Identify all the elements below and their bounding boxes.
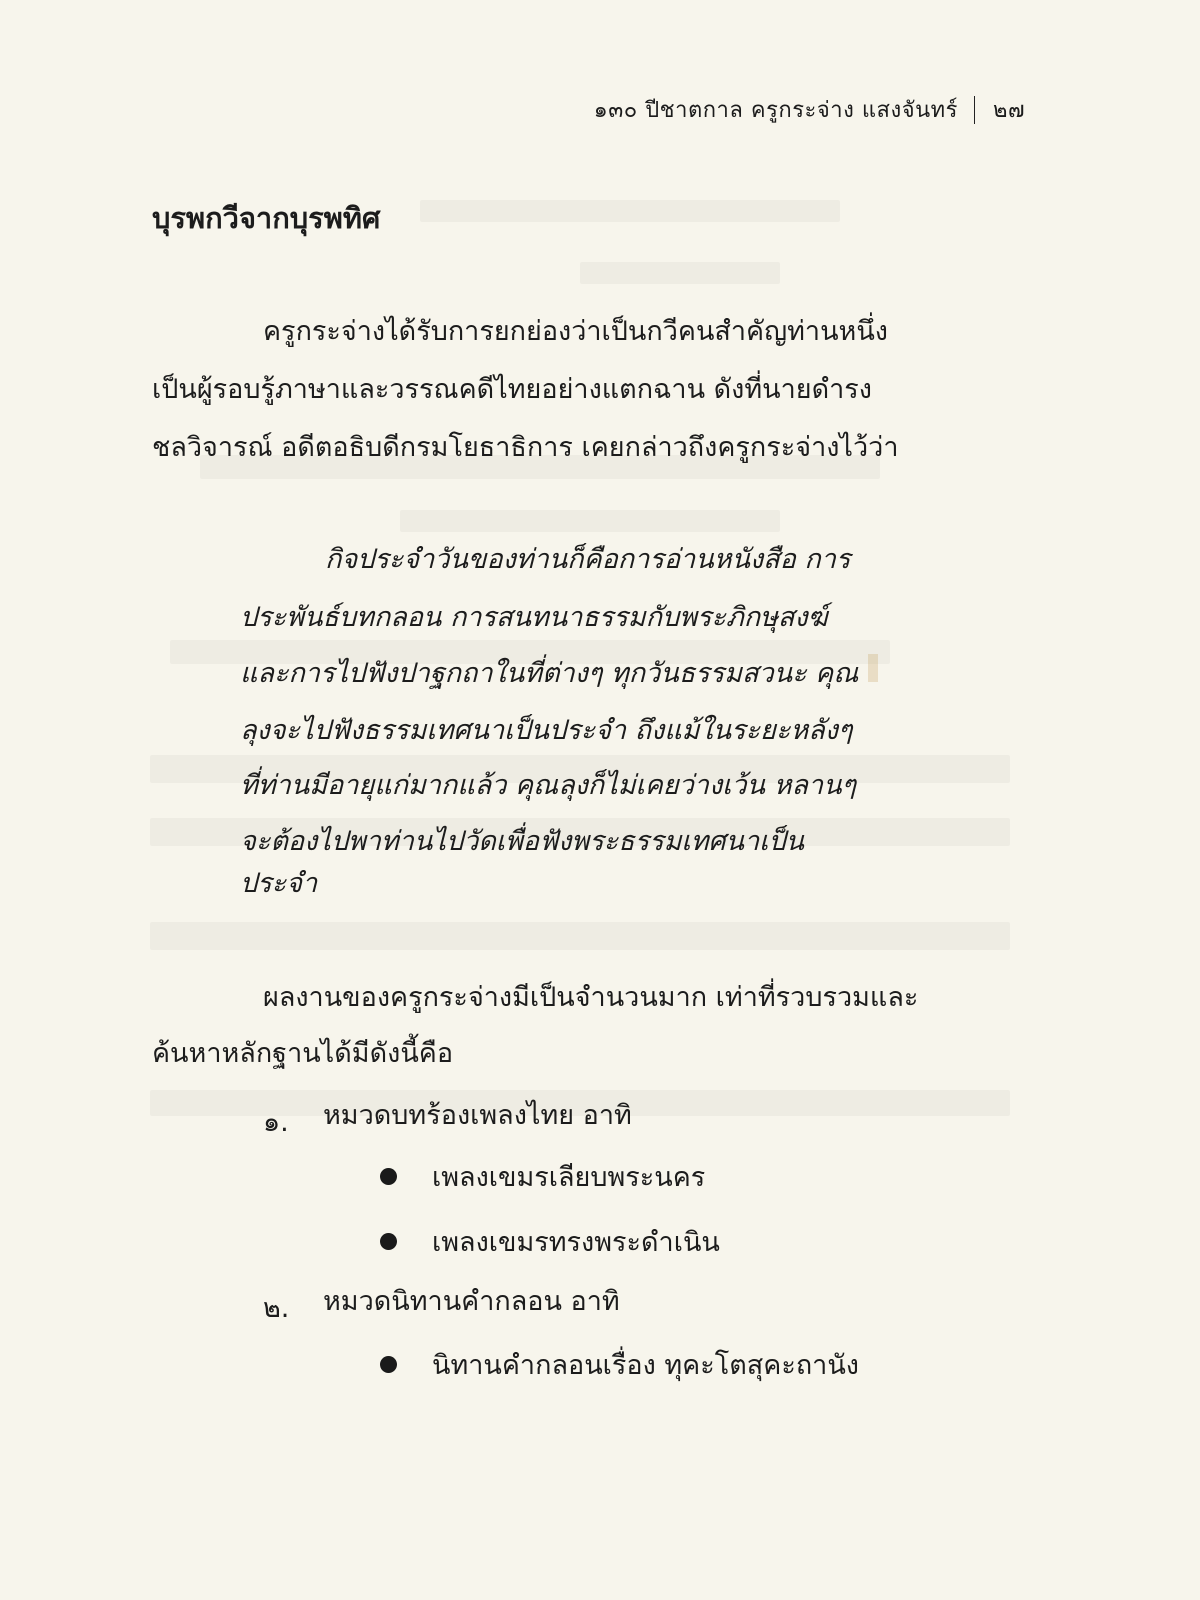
quote-line: ประพันธ์บทกลอน การสนทนาธรรมกับพระภิกษุสงฆ์ [240, 602, 828, 633]
list-number: ๑. [263, 1107, 289, 1138]
list-item: นิทานคำกลอนเรื่อง ทุคะโตสุคะถานัง [432, 1350, 859, 1381]
list-item: เพลงเขมรเลียบพระนคร [432, 1162, 706, 1193]
book-title: ๑๓๐ ปีชาตกาล ครูกระจ่าง แสงจันทร์ [593, 98, 958, 123]
paragraph-line: ผลงานของครูกระจ่างมีเป็นจำนวนมาก เท่าที่รวบรวมและ [263, 982, 919, 1013]
paragraph-line: เป็นผู้รอบรู้ภาษาและวรรณคดีไทยอย่างแตกฉาน ดังที่นายดำรง [152, 374, 872, 405]
running-header [594, 92, 1025, 127]
section-heading: บุรพกวีจากบุรพทิศ [152, 201, 381, 235]
bullet-icon [380, 1168, 397, 1185]
header-divider [974, 96, 975, 124]
quote-line: ที่ท่านมีอายุแก่มากแล้ว คุณลุงก็ไม่เคยว่างเว้น หลานๆ [240, 770, 857, 801]
quote-line: ประจำ [240, 868, 318, 899]
quote-line: ลุงจะไปฟังธรรมเทศนาเป็นประจำ ถึงแม้ในระยะหลังๆ [240, 715, 853, 746]
page-number: ๒๗ [992, 98, 1025, 123]
list-title: หมวดนิทานคำกลอน อาทิ [323, 1286, 620, 1317]
paper-smudge [868, 654, 878, 682]
quote-line: กิจประจำวันของท่านก็คือการอ่านหนังสือ การ [325, 544, 851, 575]
paragraph-line: ค้นหาหลักฐานได้มีดังนี้คือ [152, 1038, 454, 1069]
paragraph-line: ชลวิจารณ์ อดีตอธิบดีกรมโยธาธิการ เคยกล่าวถึงครูกระจ่างไว้ว่า [152, 432, 899, 463]
quote-line: และการไปฟังปาฐกถาในที่ต่างๆ ทุกวันธรรมสวนะ คุณ [240, 658, 859, 689]
list-item: เพลงเขมรทรงพระดำเนิน [432, 1227, 720, 1258]
bullet-icon [380, 1233, 397, 1250]
list-number: ๒. [263, 1293, 290, 1324]
bullet-icon [380, 1356, 397, 1373]
quote-line: จะต้องไปพาท่านไปวัดเพื่อฟังพระธรรมเทศนาเป็น [240, 826, 804, 857]
paragraph-line: ครูกระจ่างได้รับการยกย่องว่าเป็นกวีคนสำคัญท่านหนึ่ง [263, 316, 888, 347]
list-title: หมวดบทร้องเพลงไทย อาทิ [323, 1100, 632, 1131]
